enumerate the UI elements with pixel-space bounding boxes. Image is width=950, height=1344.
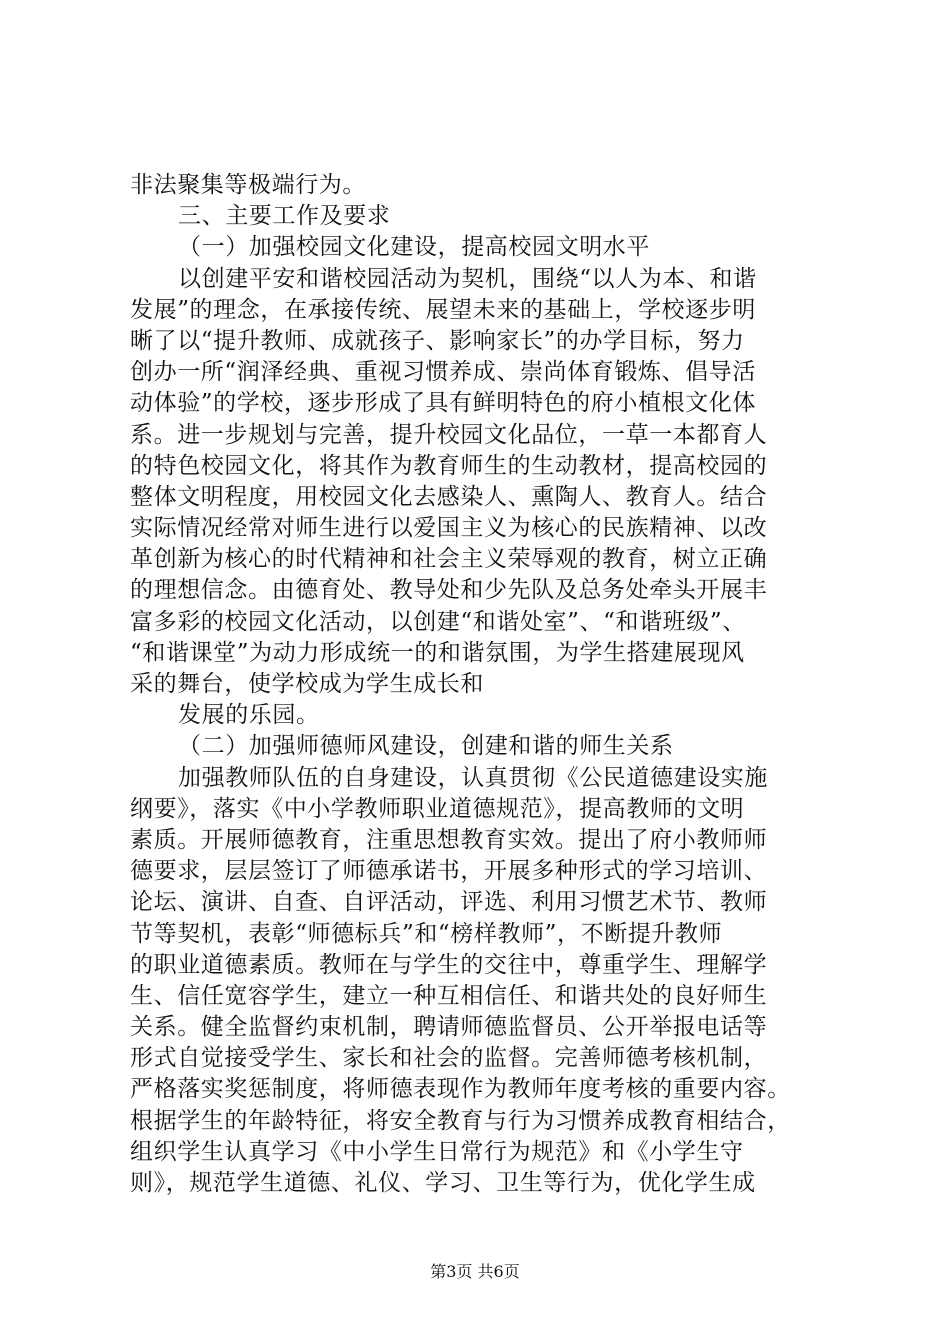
text-line: 生、信任宽容学生，建立一种互相信任、和谐共处的良好师生 <box>130 982 768 1009</box>
text-line: 形式自觉接受学生、家长和社会的监督。完善师德考核机制， <box>130 1045 768 1072</box>
section-heading: 三、主要工作及要求 <box>178 203 391 230</box>
text-line: 加强教师队伍的自身建设，认真贯彻《公民道德建设实施 <box>178 764 768 791</box>
text-line: 发展”的理念，在承接传统、展望未来的基础上，学校逐步明 <box>130 296 756 323</box>
subsection-heading: （二）加强师德师风建设，创建和谐的师生关系 <box>178 733 674 760</box>
text-line: 严格落实奖惩制度，将师德表现作为教师年度考核的重要内容。 <box>130 1076 791 1103</box>
text-line: 的职业道德素质。教师在与学生的交往中，尊重学生、理解学 <box>130 951 768 978</box>
text-line: “和谐课堂”为动力形成统一的和谐氛围，为学生搭建展现风 <box>130 639 745 666</box>
text-line: 根据学生的年龄特征，将安全教育与行为习惯养成教育相结合， <box>130 1107 791 1134</box>
text-line: 晰了以“提升教师、成就孩子、影响家长”的办学目标，努力 <box>130 327 745 354</box>
text-line: 富多彩的校园文化活动，以创建“和谐处室”、“和谐班级”、 <box>130 608 746 635</box>
text-line: 发展的乐园。 <box>178 702 320 729</box>
text-line: 德要求，层层签订了师德承诺书，开展多种形式的学习培训、 <box>130 858 768 885</box>
text-line: 则》，规范学生道德、礼仪、学习、卫生等行为，优化学生成 <box>130 1170 756 1196</box>
text-line: 关系。健全监督约束机制，聘请师德监督员、公开举报电话等 <box>130 1014 768 1041</box>
text-line: 整体文明程度，用校园文化去感染人、熏陶人、教育人。结合 <box>130 483 768 510</box>
text-line: 系。进一步规划与完善，提升校园文化品位，一草一本都育人 <box>130 421 768 448</box>
text-line: 的理想信念。由德育处、教导处和少先队及总务处牵头开展丰 <box>130 577 768 604</box>
text-line: 素质。开展师德教育，注重思想教育实效。提出了府小教师师 <box>130 826 768 853</box>
text-line: 采的舞台，使学校成为学生成长和 <box>130 671 484 697</box>
text-line: 创办一所“润泽经典、重视习惯养成、崇尚体育锻炼、倡导活 <box>130 359 756 386</box>
text-line: 论坛、演讲、自查、自评活动，评选、利用习惯艺术节、教师 <box>130 889 768 916</box>
text-line: 的特色校园文化，将其作为教育师生的生动教材，提高校园的 <box>130 452 768 479</box>
document-body <box>130 170 850 1199</box>
page-number-footer: 第3页 共6页 <box>430 1262 520 1281</box>
text-line: 节等契机，表彰“师德标兵”和“榜样教师”，不断提升教师 <box>130 920 723 947</box>
text-line: 纲要》，落实《中小学教师职业道德规范》，提高教师的文明 <box>130 795 745 822</box>
subsection-heading: （一）加强校园文化建设，提高校园文明水平 <box>178 234 650 261</box>
text-line: 非法聚集等极端行为。 <box>130 172 366 198</box>
text-line: 革创新为核心的时代精神和社会主义荣辱观的教育，树立正确 <box>130 546 768 573</box>
text-line: 组织学生认真学习《中小学生日常行为规范》和《小学生守 <box>130 1138 744 1165</box>
text-line: 实际情况经常对师生进行以爱国主义为核心的民族精神、以改 <box>130 515 768 542</box>
text-line: 动体验”的学校，逐步形成了具有鲜明特色的府小植根文化体 <box>130 390 756 417</box>
text-line: 以创建平安和谐校园活动为契机，围绕“以人为本、和谐 <box>178 265 757 292</box>
